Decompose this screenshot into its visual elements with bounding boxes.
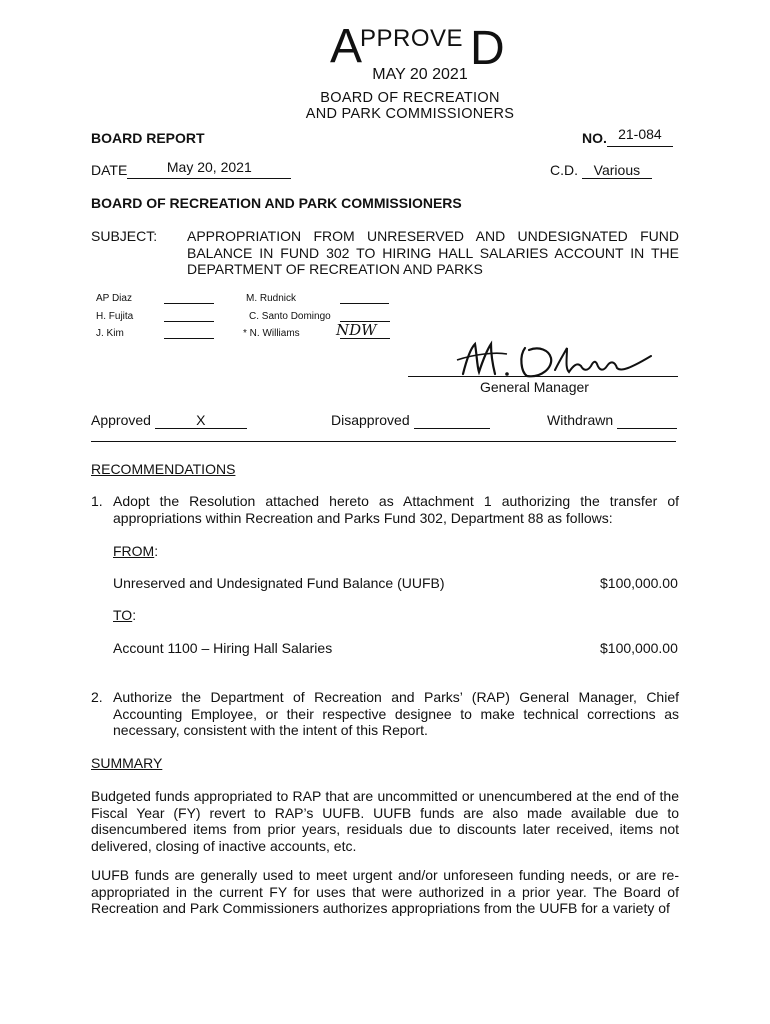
stamp-board-name (290, 90, 530, 122)
from-line: Unreserved and Undesignated Fund Balance (UUFB) (113, 575, 445, 591)
board-report-label: BOARD REPORT (91, 130, 205, 146)
signature-line (408, 376, 678, 377)
commissioner-left-2-line (164, 321, 214, 322)
item2-text: Authorize the Department of Recreation and Parks’ (RAP) General Manager, Chief Accounting Employee, or their respective designee to make technical corrections as necessary, consistent with the intent of this Report. (113, 689, 679, 738)
stamp-letter-a: A (330, 20, 363, 70)
date-field (127, 159, 291, 179)
commissioner-right-1: M. Rudnick (246, 293, 297, 304)
report-number-field (607, 126, 673, 147)
commissioner-left-3-line (164, 338, 214, 339)
from-heading: FROM: (113, 543, 159, 559)
date-value: May 20, 2021 (166, 159, 252, 175)
general-manager-signature (455, 338, 655, 384)
report-number-label: NO. (582, 130, 607, 146)
summary-paragraph-2: UUFB funds are generally used to meet urgent and/or unforeseen funding needs, or are re-appropriated in the current FY for uses that were authorized in a prior year. The Board of Recreation and Park Commissioners authorizes appropriations from the UUFB for a variety of (91, 867, 679, 916)
commissioner-right-2: C. Santo Domingo (249, 311, 331, 322)
summary-paragraph-1: Budgeted funds appropriated to RAP that are uncommitted or unencumbered at the end of the Fiscal Year (FY) revert to RAP’s UUFB. UUFB funds are also made available due to disencumbered items from prior years, residuals due to discounts later received, items not delivered, closing of inactive accounts, etc. (91, 788, 679, 854)
stamp-board-line2: AND PARK COMMISSIONERS (305, 106, 515, 122)
to-label: TO (113, 607, 133, 623)
summary-heading: SUMMARY (91, 755, 163, 771)
cd-field (582, 162, 652, 179)
report-number (582, 126, 673, 147)
board-title: BOARD OF RECREATION AND PARK COMMISSIONERS (91, 195, 462, 211)
stamp-date: MAY 20 2021 (372, 66, 468, 83)
stamp-letters-pprove: PPROVE (360, 25, 464, 52)
initials-handwriting (334, 320, 382, 340)
date-row (91, 159, 291, 179)
from-label: FROM (113, 543, 155, 559)
approved-stamp (330, 20, 510, 70)
initials-text: NDW (336, 321, 377, 339)
item2-number: 2. (91, 689, 103, 705)
commissioner-left-2: H. Fujita (96, 311, 134, 322)
disapproved-label: Disapproved (331, 412, 410, 428)
item1-text: Adopt the Resolution attached hereto as Attachment 1 authorizing the transfer of appropriations within Recreation and Parks Fund 302, Department 88 as follows: (113, 493, 679, 526)
date-label: DATE (91, 162, 128, 178)
commissioner-left-1-line (164, 303, 214, 304)
to-amount: $100,000.00 (600, 640, 678, 656)
section-divider (91, 441, 676, 442)
approved-mark: X (196, 412, 206, 428)
report-number-value: 21-084 (618, 126, 662, 142)
cd-label: C.D. (550, 162, 578, 178)
subject-label: SUBJECT: (91, 228, 158, 244)
approved-field (91, 412, 247, 429)
disapproved-field (331, 412, 490, 429)
item1-number: 1. (91, 493, 103, 509)
commissioner-left-3: J. Kim (96, 328, 124, 339)
disapproved-blank (414, 412, 490, 429)
cd-row (550, 162, 652, 179)
cd-value: Various (593, 162, 641, 178)
stamp-letter-d: D (470, 22, 505, 70)
to-heading: TO: (113, 607, 137, 623)
from-amount: $100,000.00 (600, 575, 678, 591)
recommendations-heading: RECOMMENDATIONS (91, 461, 236, 477)
to-line: Account 1100 – Hiring Hall Salaries (113, 640, 333, 656)
commissioner-right-3: * N. Williams (243, 328, 300, 339)
general-manager-title: General Manager (480, 379, 589, 395)
withdrawn-field (547, 412, 677, 429)
stamp-board-line1: BOARD OF RECREATION (320, 90, 500, 106)
withdrawn-label: Withdrawn (547, 412, 614, 428)
commissioner-right-1-line (340, 303, 389, 304)
commissioner-left-1: AP Diaz (96, 293, 132, 304)
approved-label: Approved (91, 412, 151, 428)
withdrawn-blank (617, 412, 677, 429)
subject-text: APPROPRIATION FROM UNRESERVED AND UNDESIGNATED FUND BALANCE IN FUND 302 TO HIRING HALL SALARIES ACCOUNT IN THE DEPARTMENT OF RECREATION AND PARKS (187, 228, 679, 277)
approved-blank (155, 412, 247, 429)
